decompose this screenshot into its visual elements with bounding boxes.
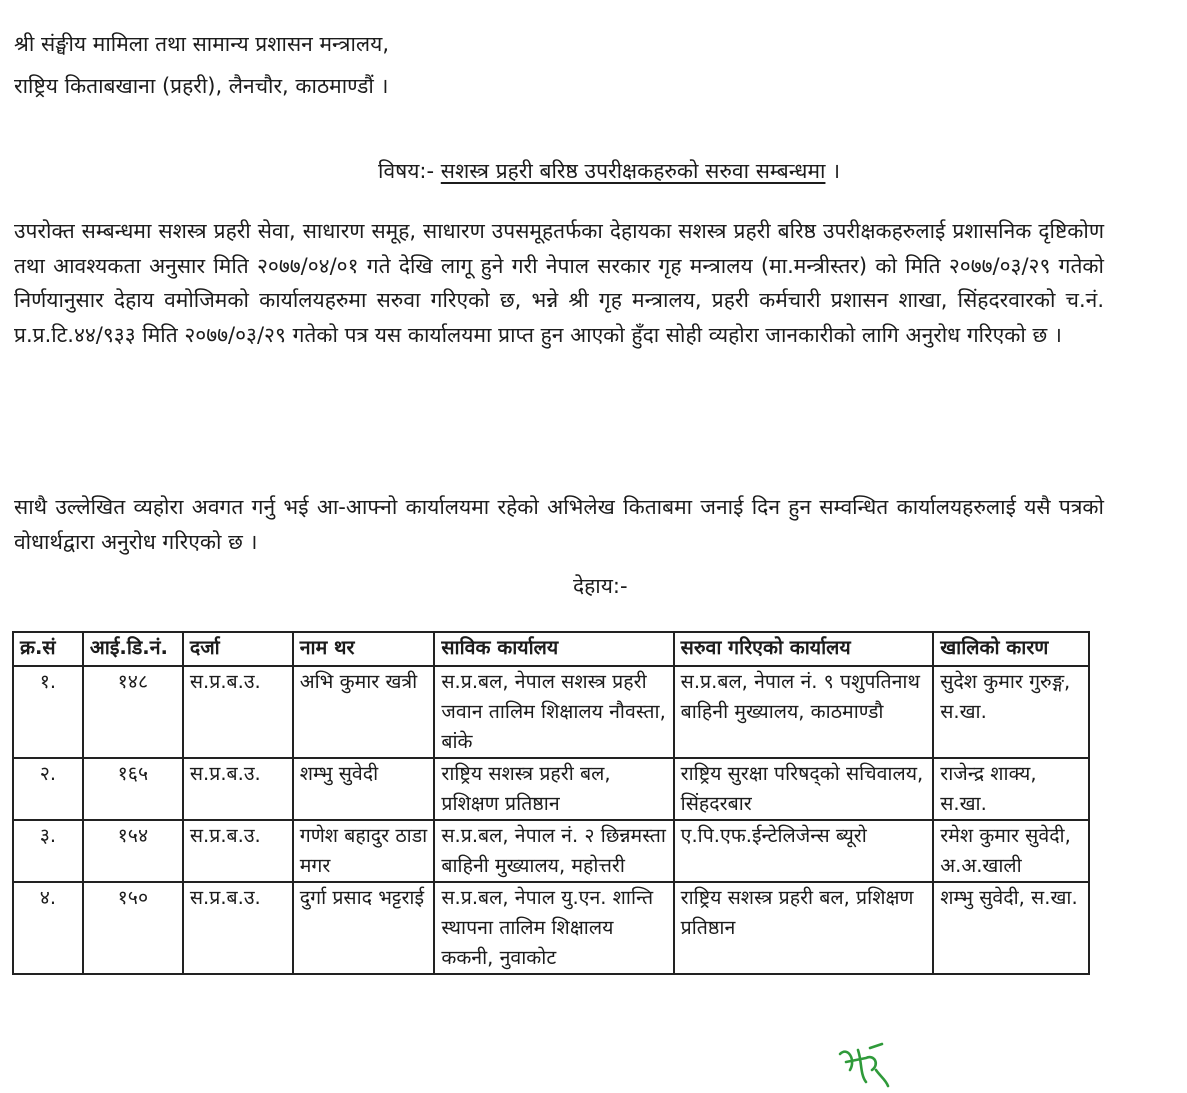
body-paragraph-1: उपरोक्त सम्बन्धमा सशस्त्र प्रहरी सेवा, साधारण समूह, साधारण उपसमूहतर्फका देहायका सशस्त्र प्रहरी बरिष्ठ उपरीक्षकहरुलाई प्रशासनिक दृष्टिकोण तथा आवश्यकता अनुसार मिति २०७७/०४/०१ गते देखि लागू हुने गरी नेपाल सरकार गृह मन्त्रालय (मा.मन्त्रीस्तर) को मिति २०७७/०३/२९ गतेको निर्णयानुसार देहाय वमोजिमको कार्यालयहरुमा सरुवा गरिएको छ, भन्ने श्री गृह मन्त्रालय, प्रहरी कर्मचारी प्रशासन शाखा, सिंहदरवारको च.नं. प्र.प्र.टि.४४/९३३ मिति २०७७/०३/२९ गतेको पत्र यस कार्यालयमा प्राप्त हुन आएको हुँदा सोही व्यहोरा जानकारीको लागि अनुरोध गरिएको छ । — [14, 219, 1104, 347]
address-line-1: श्री संङ्घीय मामिला तथा सामान्य प्रशासन मन्त्रालय, — [14, 32, 389, 56]
cell-new-office: राष्ट्रिय सशस्त्र प्रहरी बल, प्रशिक्षण प्रतिष्ठान — [674, 882, 934, 974]
cell-sn: ४. — [13, 882, 83, 974]
subject-text: सशस्त्र प्रहरी बरिष्ठ उपरीक्षकहरुको सरुवा सम्बन्धमा — [440, 159, 826, 183]
cell-new-office: ए.पि.एफ.ईन्टेलिजेन्स ब्यूरो — [674, 820, 934, 882]
cell-vacancy-reason: सुदेश कुमार गुरुङ्ग, स.खा. — [933, 666, 1089, 758]
cell-previous-office: स.प्र.बल, नेपाल नं. २ छिन्नमस्ता बाहिनी मुख्यालय, महोत्तरी — [434, 820, 673, 882]
cell-rank: स.प्र.ब.उ. — [183, 882, 293, 974]
col-header-name: नाम थर — [293, 632, 435, 666]
cell-rank: स.प्र.ब.उ. — [183, 666, 293, 758]
cell-id: १५४ — [83, 820, 183, 882]
cell-previous-office: स.प्र.बल, नेपाल यु.एन. शान्ति स्थापना तालिम शिक्षालय ककनी, नुवाकोट — [434, 882, 673, 974]
cell-vacancy-reason: राजेन्द्र शाक्य, स.खा. — [933, 758, 1089, 820]
cell-id: १४८ — [83, 666, 183, 758]
subject-label: विषय:- — [378, 159, 435, 183]
table-header-row — [13, 632, 1089, 666]
col-header-rank: दर्जा — [183, 632, 293, 666]
cell-new-office: राष्ट्रिय सुरक्षा परिषद्को सचिवालय, सिंहदरबार — [674, 758, 934, 820]
cell-sn: ३. — [13, 820, 83, 882]
subject-line — [378, 157, 840, 185]
cell-vacancy-reason: शम्भु सुवेदी, स.खा. — [933, 882, 1089, 974]
cell-previous-office: स.प्र.बल, नेपाल सशस्त्र प्रहरी जवान तालिम शिक्षालय नौवस्ता, बांके — [434, 666, 673, 758]
transfer-table — [12, 631, 1090, 975]
cell-previous-office: राष्ट्रिय सशस्त्र प्रहरी बल, प्रशिक्षण प्रतिष्ठान — [434, 758, 673, 820]
subject-end: । — [832, 159, 841, 183]
cell-vacancy-reason: रमेश कुमार सुवेदी, अ.अ.खाली — [933, 820, 1089, 882]
signature-mark — [836, 1040, 892, 1090]
col-header-new-office: सरुवा गरिएको कार्यालय — [674, 632, 934, 666]
col-header-vacancy-reason: खालिको कारण — [933, 632, 1089, 666]
cell-rank: स.प्र.ब.उ. — [183, 758, 293, 820]
cell-sn: २. — [13, 758, 83, 820]
cell-id: १५० — [83, 882, 183, 974]
cell-new-office: स.प्र.बल, नेपाल नं. ९ पशुपतिनाथ बाहिनी मुख्यालय, काठमाण्डौ — [674, 666, 934, 758]
table-row — [13, 820, 1089, 882]
cell-name: शम्भु सुवेदी — [293, 758, 435, 820]
table-row — [13, 882, 1089, 974]
cell-id: १६५ — [83, 758, 183, 820]
dehaya-label: देहाय:- — [573, 574, 628, 598]
col-header-previous-office: साविक कार्यालय — [434, 632, 673, 666]
cell-rank: स.प्र.ब.उ. — [183, 820, 293, 882]
address-line-2: राष्ट्रिय किताबखाना (प्रहरी), लैनचौर, काठमाण्डौं । — [14, 74, 389, 98]
signature-stroke — [840, 1044, 888, 1086]
table-row — [13, 666, 1089, 758]
table-row — [13, 758, 1089, 820]
cell-name: गणेश बहादुर ठाडा मगर — [293, 820, 435, 882]
cell-sn: १. — [13, 666, 83, 758]
col-header-id: आई.डि.नं. — [83, 632, 183, 666]
cell-name: अभि कुमार खत्री — [293, 666, 435, 758]
col-header-sn: क्र.सं — [13, 632, 83, 666]
body-paragraph-2: साथै उल्लेखित व्यहोरा अवगत गर्नु भई आ-आफ्नो कार्यालयमा रहेको अभिलेख किताबमा जनाई दिन हुन सम्वन्धित कार्यालयहरुलाई यसै पत्रको वोधार्थद्वारा अनुरोध गरिएको छ । — [14, 495, 1104, 554]
cell-name: दुर्गा प्रसाद भट्टराई — [293, 882, 435, 974]
